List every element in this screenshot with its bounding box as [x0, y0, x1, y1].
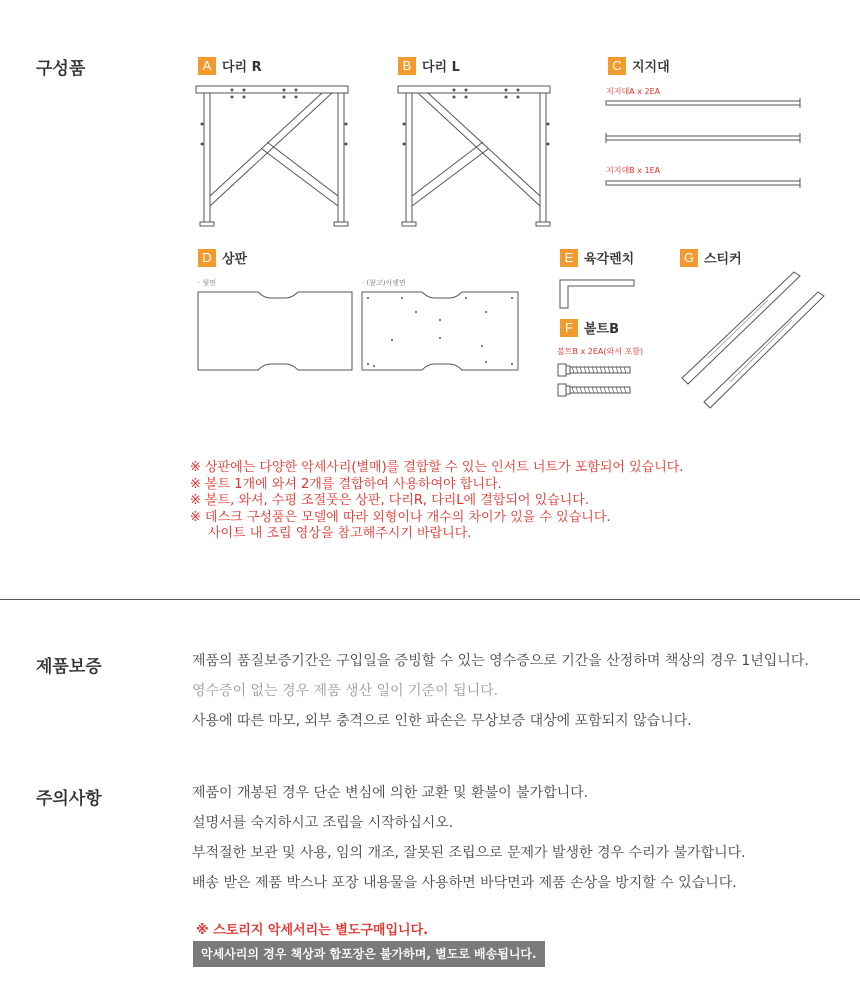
- support-a-label: 지지대A x 2EA: [606, 87, 661, 96]
- part-f-header: [560, 318, 619, 337]
- hex-wrench-drawing: [556, 276, 636, 312]
- caution-text: [192, 778, 746, 898]
- part-d-header: [198, 248, 247, 267]
- part-f-badge: F: [560, 319, 578, 337]
- bolts-drawing: [556, 360, 636, 400]
- part-d-badge: D: [198, 249, 216, 267]
- components-notes: [190, 460, 683, 543]
- bolt-label: 볼트B x 2EA(와셔 포함): [557, 347, 644, 356]
- caution-line: 부적절한 보관 및 사용, 임의 개조, 잘못된 조립으로 문제가 발생한 경우 수리가 불가합니다.: [192, 845, 746, 861]
- part-e-name: 육각렌치: [584, 252, 635, 267]
- warranty-line-muted: 영수증이 없는 경우 제품 생산 일이 기준이 됩니다.: [192, 683, 499, 699]
- part-e-header: [560, 248, 634, 267]
- part-g-badge: G: [680, 249, 698, 267]
- top-back-label: · (참고)아랫면: [362, 279, 406, 287]
- note-line: ※ 볼트 1개에 와셔 2개를 결합하여 사용하여야 합니다.: [190, 476, 502, 492]
- leg-r-drawing: [192, 84, 357, 230]
- part-b-name: 다리 L: [422, 60, 460, 75]
- note-line: 사이트 내 조립 영상을 참고해주시기 바랍니다.: [208, 526, 472, 541]
- accessory-note: ※ 스토리지 악세서리는 별도구매입니다.: [196, 923, 429, 938]
- part-c-header: [608, 56, 670, 75]
- note-line: ※ 볼트, 와셔, 수평 조절풋은 상판, 다리R, 다리L에 결합되어 있습니다.: [190, 493, 589, 508]
- support-b-label: 지지대B x 1EA: [606, 166, 661, 175]
- accessory-shipping-box: 악세사리의 경우 책상과 합포장은 불가하며, 별도로 배송됩니다.: [193, 941, 545, 967]
- part-g-name: 스티커: [704, 252, 742, 267]
- part-c-badge: C: [608, 57, 626, 75]
- components-title: 구성품: [36, 59, 86, 79]
- note-line: ※ 상판에는 다양한 악세사리(별매)를 결합할 수 있는 인서트 너트가 포함되어 있습니다.: [190, 460, 684, 475]
- part-e-badge: E: [560, 249, 578, 267]
- caution-line: 배송 받은 제품 박스나 포장 내용물을 사용하면 바닥면과 제품 손상을 방지할 수 있습니다.: [192, 875, 737, 891]
- part-a-header: [198, 56, 262, 75]
- support-bars-drawing: [604, 96, 804, 206]
- warranty-line: 사용에 따른 마모, 외부 충격으로 인한 파손은 무상보증 대상에 포함되지 않습니다.: [192, 713, 692, 729]
- part-g-header: [680, 248, 742, 267]
- part-b-header: [398, 56, 460, 75]
- caution-line: 설명서를 숙지하시고 조립을 시작하십시오.: [192, 815, 454, 831]
- part-a-badge: A: [198, 57, 216, 75]
- part-b-badge: B: [398, 57, 416, 75]
- part-a-name: 다리 R: [222, 60, 262, 75]
- sticker-drawing: [678, 266, 828, 408]
- top-front-label: · 윗면: [198, 279, 216, 287]
- part-f-name: 볼트B: [584, 322, 620, 337]
- part-d-name: 상판: [222, 252, 248, 267]
- note-line: ※ 데스크 구성품은 모델에 따라 외형이나 개수의 차이가 있을 수 있습니다.: [190, 509, 611, 525]
- caution-line: 제품이 개봉된 경우 단순 변심에 의한 교환 및 환불이 불가합니다.: [192, 785, 589, 801]
- warranty-title: 제품보증: [36, 657, 102, 677]
- leg-l-drawing: [394, 84, 559, 230]
- section-divider: [0, 599, 860, 600]
- desktop-drawing: [196, 290, 526, 374]
- warranty-line: 제품의 품질보증기간은 구입일을 증빙할 수 있는 영수증으로 기간을 산정하며 책상의 경우 1년입니다.: [192, 653, 809, 669]
- warranty-text: [192, 646, 809, 736]
- caution-title: 주의사항: [36, 789, 102, 809]
- part-c-name: 지지대: [632, 60, 670, 75]
